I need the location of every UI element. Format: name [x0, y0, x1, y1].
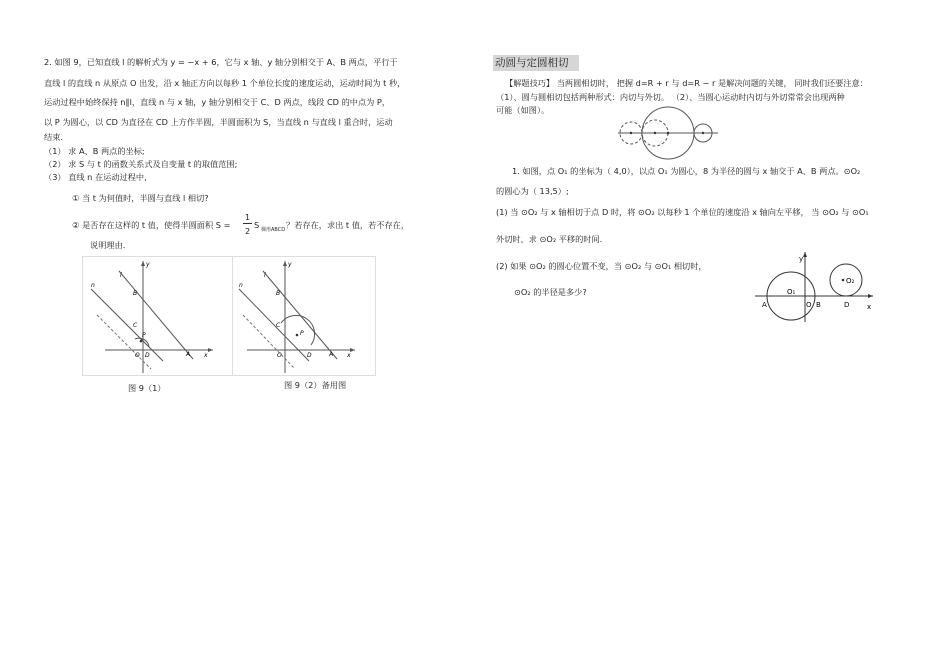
figure-9-2-drawing [233, 257, 375, 375]
origin-label-2: O [277, 352, 282, 359]
sub-question-1: ① 当 t 为何值时，半圆与直线 l 相切? [72, 193, 209, 203]
point-p-label-2: P [300, 330, 304, 337]
point-d-label-2: D [307, 352, 312, 359]
sub-question-2-tail: 说明理由. [90, 240, 126, 250]
point-b-label-2: B [276, 290, 281, 297]
point-b-label: B [133, 290, 138, 297]
line-n-label: n [91, 282, 95, 289]
part2-line2: ⊙O₂ 的半径是多少? [514, 287, 587, 297]
problem1-line1: 1. 如图，点 O₁ 的坐标为（ 4,0），以点 O₁ 为圆心，8 为半径的圆与 x 轴交于 A、B 两点。⊙O₂ [512, 166, 861, 176]
section-heading: 动圆与定圆相切 [493, 55, 579, 71]
question-1: （1） 求 A、B 两点的坐标; [44, 146, 145, 156]
o1-label: O₁ [787, 288, 796, 296]
o2-label: O₂ [846, 277, 855, 285]
part1-line1: (1) 当 ⊙O₂ 与 x 轴相切于点 D 时，将 ⊙O₂ 以每秒 1 个单位的速度沿 x 轴向左平移， 当 ⊙O₂ 与 ⊙O₁ [496, 207, 869, 217]
line-l-label: l [120, 272, 122, 279]
tip-line-2: （1）、圆与圆相切包括两种形式：内切与外切。 （2）、当圆心运动时内切与外切常常会出现两种 [496, 92, 845, 102]
area-symbol: S [254, 220, 260, 230]
fraction-denominator: 2 [245, 227, 251, 236]
problem2-line2: 直线 l 的直线 n 从原点 O 出发，沿 x 轴正方向以每秒 1 个单位长度的速度运动，运动时间为 t 秒， [44, 78, 406, 88]
tip-line-1: 【解题技巧】 当两圆相切时， 把握 d=R + r 与 d=R − r 是解决问题的关键， 同时我们还要注意： [505, 78, 868, 88]
sub-question-2-start: ② 是否存在这样的 t 值，使得半圆面积 S = [72, 220, 231, 230]
sub-question-2-end: ？若存在，求出 t 值，若不存在， [286, 220, 410, 230]
line-l-label-2: l [264, 272, 266, 279]
axis-y-label: y [146, 261, 150, 268]
area-subscript: 梯形ABCD [261, 227, 286, 233]
point-c-label: C [133, 322, 138, 329]
line-n-label-2: n [239, 282, 243, 289]
figure-9-2-caption: 图 9（2）备用图 [284, 380, 347, 390]
question-3: （3） 直线 n 在运动过程中, [44, 172, 147, 182]
axis-x-label-2: x [347, 352, 351, 359]
problem2-line3: 运动过程中始终保持 n∥l，直线 n 与 x 轴，y 轴分别相交于 C、D 两点，线段 CD 的中点为 P， [44, 97, 391, 107]
point-d-label-right: D [844, 301, 850, 309]
point-a-label: A [186, 351, 191, 358]
figure-9-1 [82, 256, 234, 376]
origin-label: O [135, 352, 140, 359]
part2-line1: (2) 如果 ⊙O₂ 的圆心位置不变，当 ⊙O₂ 与 ⊙O₁ 相切时， [496, 261, 707, 271]
fraction-numerator: 1 [245, 213, 251, 222]
point-a-label-right: A [762, 301, 767, 309]
point-b-label-right: B [816, 301, 821, 309]
axis-x-label: x [204, 352, 208, 359]
problem1-line2: 的圆心为（ 13,5）; [496, 186, 569, 196]
origin-label-right: O [806, 301, 812, 309]
problem2-line5: 结束. [44, 132, 63, 142]
problem2-line4: 以 P 为圆心，以 CD 为直径在 CD 上方作半圆，半圆面积为 S，当直线 n 与直线 l 重合时，运动 [44, 117, 393, 127]
fraction-bar [243, 223, 252, 224]
point-p-label: P [142, 332, 146, 339]
axis-y-label-2: y [288, 261, 292, 268]
point-a-label-2: A [329, 351, 334, 358]
axis-x-label-right: x [867, 303, 872, 311]
point-d-label: D [145, 352, 150, 359]
part1-line2: 外切时，求 ⊙O₂ 平移的时间. [496, 234, 603, 244]
problem2-line1: 2. 如图 9，已知直线 l 的解析式为 y = −x + 6，它与 x 轴、y 轴分别相交于 A、B 两点，平行于 [44, 57, 398, 67]
figure-9-1-caption: 图 9（1） [128, 383, 166, 393]
question-2: （2） 求 S 与 t 的函数关系式及自变量 t 的取值范围; [44, 159, 238, 169]
axis-y-label-right: y [799, 255, 804, 263]
tip-line-3: 可能（如图）。 [496, 105, 550, 115]
circles-on-axis-diagram [755, 250, 880, 325]
figure-9-1-drawing [83, 257, 233, 375]
figure-9-2 [232, 256, 376, 376]
tangent-circles-diagram [618, 106, 718, 160]
point-c-label-2: C [276, 322, 281, 329]
